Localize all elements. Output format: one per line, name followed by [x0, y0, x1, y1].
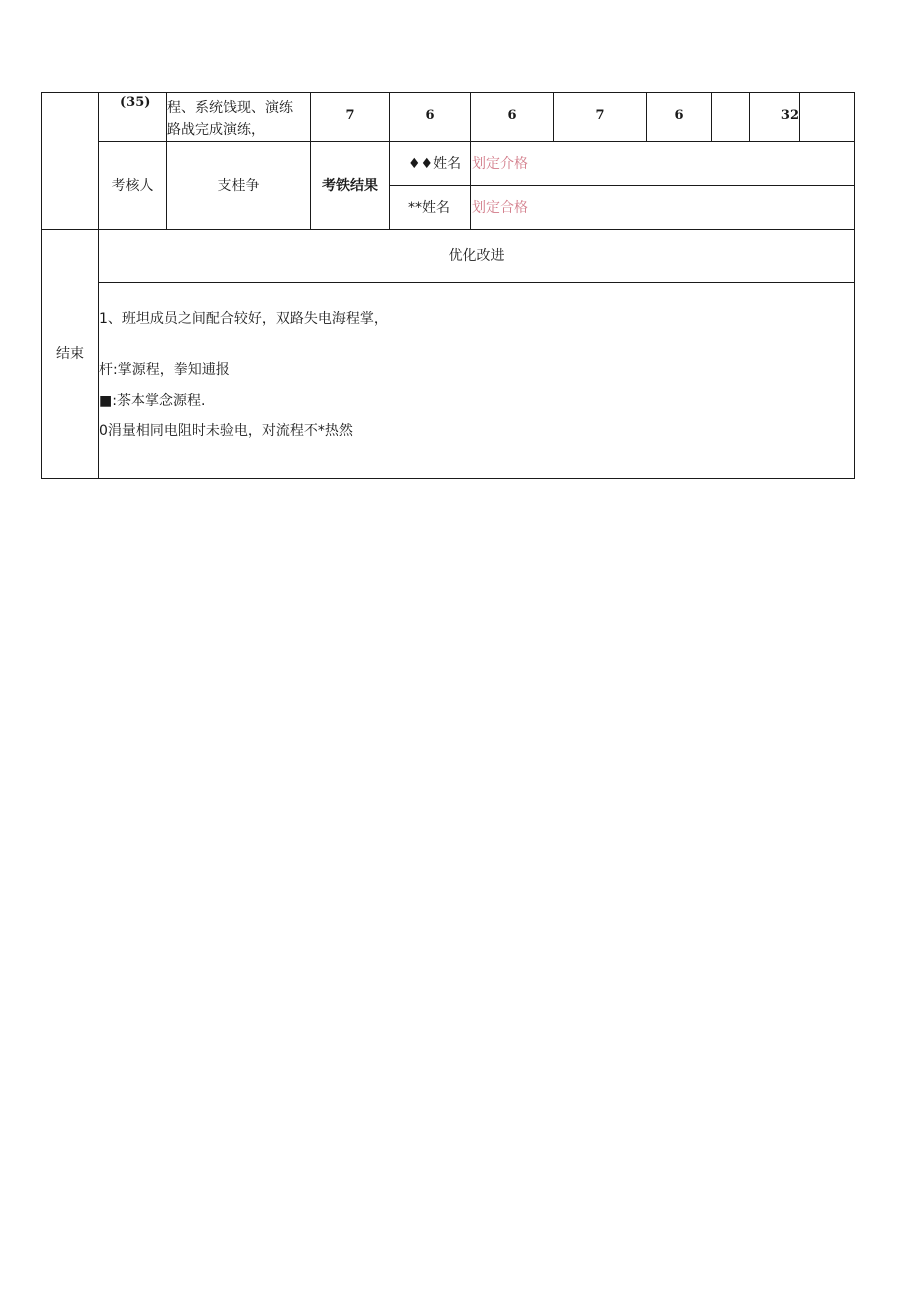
- assessment-result-label: 考铁结果: [322, 178, 378, 194]
- assessor-name: 支桂争: [217, 178, 260, 194]
- score-row-desc-line1: 程、系统饯现、演练: [167, 100, 293, 116]
- table-border-left: [41, 92, 42, 479]
- conclusion-section-label: 结束: [56, 346, 84, 362]
- score-cell: 7: [345, 108, 355, 123]
- table-border-bottom: [41, 478, 855, 479]
- score-row-desc-line2: 路战完成演练，: [167, 122, 265, 138]
- examinee-result-2: 划定合格: [472, 200, 528, 216]
- row-divider-header: [98, 282, 855, 283]
- improvement-item: ■:茶本掌念源程.: [99, 393, 206, 409]
- col-divider-10: [799, 92, 800, 141]
- row-divider-section: [41, 229, 855, 230]
- score-total-cell: 32: [780, 108, 799, 123]
- examinee-name-2: **姓名: [408, 200, 450, 216]
- examinee-result-1: 划定介格: [472, 156, 528, 172]
- improvement-header: 优化改进: [448, 248, 505, 264]
- assessment-table: [41, 92, 855, 478]
- improvement-item: 0涓量相同电阻时未验电，对流程不*热然: [99, 423, 353, 439]
- improvement-item: 1、班坦成员之间配合较好，双路失电海程掌，: [99, 311, 388, 327]
- score-cell: 6: [507, 108, 517, 123]
- improvement-item: 杆:掌源程，拳知逋报: [99, 362, 230, 378]
- col-divider-8: [711, 92, 712, 141]
- examinee-name-1: ♦♦姓名: [408, 156, 462, 172]
- score-cell: 6: [425, 108, 435, 123]
- score-cell: 6: [674, 108, 684, 123]
- table-border-right: [854, 92, 855, 479]
- assessor-label: 考核人: [111, 178, 154, 194]
- score-row-label: (35): [120, 95, 151, 110]
- row-divider-name: [389, 185, 855, 186]
- row-divider-score: [98, 141, 855, 142]
- table-border-top: [41, 92, 855, 93]
- score-cell: 7: [595, 108, 605, 123]
